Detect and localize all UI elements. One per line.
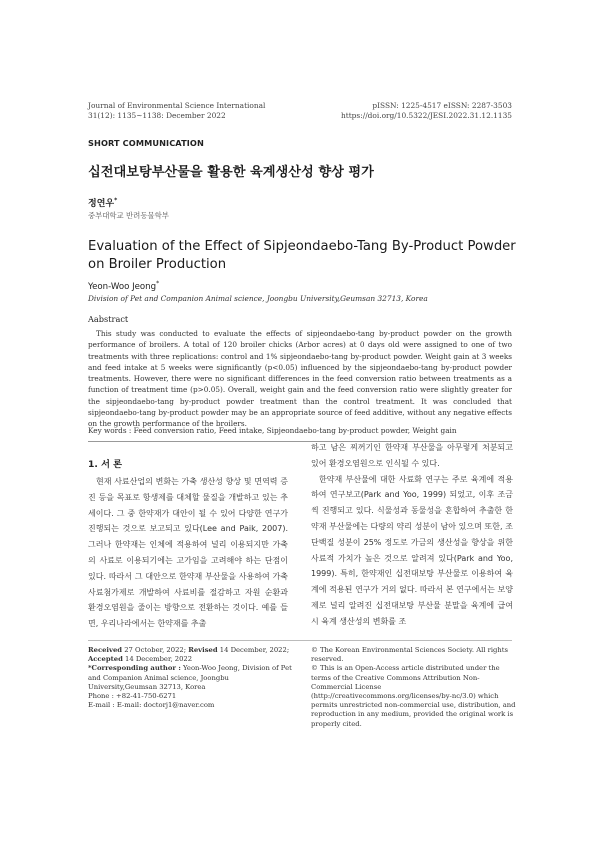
section-heading-introduction: 1. 서 론 <box>88 459 123 470</box>
english-title <box>88 238 528 274</box>
footnote-history <box>88 646 293 710</box>
phone: Phone : +82-41-750-6271 <box>88 692 177 701</box>
accepted-label: Accepted <box>88 655 123 664</box>
korean-title: 십전대보탕부산물을 활용한 육계생산성 향상 평가 <box>88 165 374 180</box>
received-label: Received <box>88 646 123 654</box>
english-title-line2: on Broiler Production <box>88 257 227 272</box>
journal-header-left <box>88 101 265 121</box>
english-title-line1: Evaluation of the Effect of Sipjeondaebo-Tang By-Product Powder <box>88 239 516 254</box>
email-link[interactable]: E-mail : E-mail: doctorj1@naver.com <box>88 701 215 710</box>
abstract-heading: Aabstract <box>88 314 129 324</box>
corresponding-text: Yeon-Woo Jeong, Division of Pet and Companion Animal science, Joongbu University,Geumsan 32713, Korea <box>88 664 292 691</box>
korean-author-mark: * <box>114 197 118 204</box>
keywords-label: Key words : <box>88 426 132 435</box>
doi-link[interactable]: https://doi.org/10.5322/JESI.2022.31.12.1135 <box>340 111 512 120</box>
journal-issue: 31(12): 1135~1138: December 2022 <box>88 111 226 120</box>
revised-date: 14 December, 2022; <box>219 646 290 654</box>
intro-right-paragraph-2: 한약재 부산물에 대한 사료화 연구는 주로 육계에 적용하여 연구보고(Park and Yoo, 1999) 되었고, 이후 조금씩 진행되고 있다. 식물성과 동물성을 혼합하여 추출한 한약재 부산물에는 다량의 약리 성분이 남아 있으며 또한, 조단백질 성분이 25% 정도로 가금의 생산성을 향상을 위한 사료적 가치가 높은 것으로 알려져 있다(Park and Yoo, 1999). 특히, 한약재인 십전대보탕 부산물로 이용하여 육계에 적용된 연구가 거의 없다. 따라서 본 연구에서는 보양제로 널리 알려진 십전대보탕 부산물 분말을 육계에 급여 시 육계 생산성의 변화를 조 <box>311 474 513 626</box>
journal-header-right <box>341 101 512 121</box>
article-type: SHORT COMMUNICATION <box>88 138 204 148</box>
license-text: © This is an Open-Access article distributed under the terms of the Creative Commons Attribution Non-Commercial License (http://creativecommons.org/licenses/by-nc/3.0) which permits unrestricted non-commercial use, distribution, and reproduction in any medium, provided the original work is properly cited. <box>311 664 516 728</box>
corresponding-label: *Corresponding author : <box>88 664 181 673</box>
copyright-line: © The Korean Environmental Sciences Society. All rights reserved. <box>311 646 508 664</box>
korean-author <box>88 196 117 209</box>
keywords-text: Feed conversion ratio, Feed intake, Sipjeondaebo-tang by-product powder, Weight gain <box>133 426 457 435</box>
english-author <box>88 280 159 292</box>
footnote-copyright <box>311 646 516 729</box>
journal-name: Journal of Environmental Science International <box>88 101 266 110</box>
received-date: 27 October, 2022; <box>124 646 187 654</box>
english-affiliation: Division of Pet and Companion Animal science, Joongbu University,Geumsan 32713, Korea <box>88 294 428 303</box>
revised-label: Revised <box>188 646 218 654</box>
intro-left-column: 현재 사료산업의 변화는 가축 생산성 향상 및 면역력 증진 등을 목표로 항생제를 대체할 물질을 개발하고 있는 추세이다. 그 중 한약재가 대안이 될 수 있어 다양한 연구가 진행되는 것으로 보고되고 있다(Lee and Paik, 2007). 그러나 한약재는 인체에 적용하여 널리 이용되지만 가축의 사료로 이용되기에는 고가임을 고려해야 하는 단점이 있다. 따라서 그 대안으로 한약재 부산물을 사용하여 가축사료첨가제로 개발하여 사료비를 절감하고 자원 순환과 환경오염원을 줄이는 방향으로 전환하는 것이다. 예를 들면, 우리나라에서는 한약재를 추출 <box>88 477 288 629</box>
issn: pISSN: 1225-4517 eISSN: 2287-3503 <box>372 101 512 110</box>
korean-affiliation: 중부대학교 반려동물학부 <box>88 211 169 220</box>
abstract-text: This study was conducted to evaluate the effects of sipjeondaebo-tang by-product powder on the growth performance of broilers. A total of 120 broiler chicks (Arbor acres) at 0 days old were assigned to one of two treatments with three replications: control and 1% sipjeondaebo-tang by-product powder. Weight gain at 3 weeks and feed intake at 5 weeks were significantly (p<0.05) influenced by the sipjeondaebo-tang by-product powder treatments. However, there were no significant differences in the feed conversion ratio between treatments as a function of treatment time (p>0.05). Overall, weight gain and the feed conversion ratio were slightly greater for the sipjeondaebo-tang by-product powder treatment than the control treatment. It was concluded that sipjeondaebo-tang by-product powder may be an appropriate source of feed additive, without any negative effects on the growth performance of the broilers. <box>88 329 512 429</box>
intro-right-paragraph-continued: 하고 남은 찌꺼기인 한약재 부산물을 아무렇게 처분되고 있어 환경오염원으로 인식될 수 있다. <box>311 443 513 468</box>
korean-author-name: 정연우 <box>88 199 115 209</box>
footnote-divider <box>88 640 512 641</box>
corresponding-author <box>88 664 293 692</box>
accepted-date: 14 December, 2022 <box>125 655 193 664</box>
english-author-name: Yeon-Woo Jeong <box>88 281 157 292</box>
intro-right-column <box>311 440 513 630</box>
english-author-mark: * <box>156 280 160 287</box>
keywords <box>88 426 518 435</box>
accepted-line <box>88 655 293 664</box>
article-dates <box>88 646 293 655</box>
